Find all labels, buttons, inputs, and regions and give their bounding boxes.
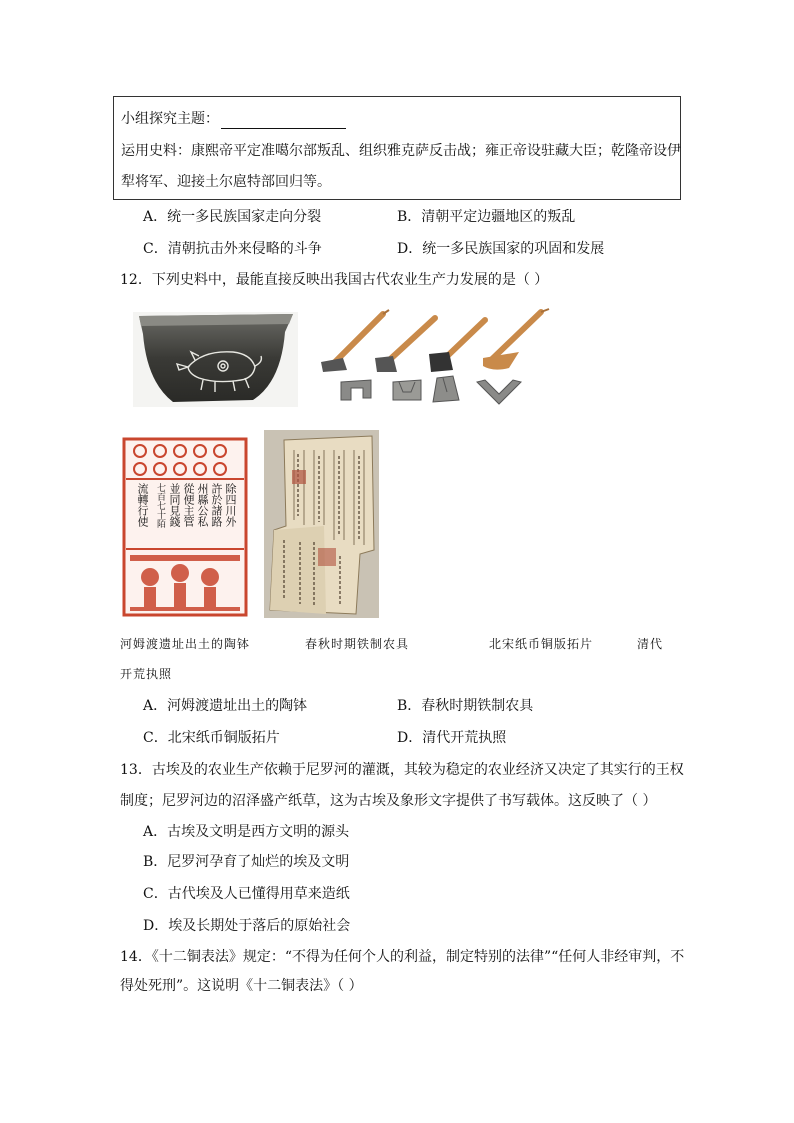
banknote-rubbing-image xyxy=(120,437,250,617)
q13-option-d[interactable]: D．埃及长期处于落后的原始社会 xyxy=(143,918,351,934)
q14-stem-line-2: 得处死刑”。这说明《十二铜表法》（ ） xyxy=(120,978,363,994)
q13-option-c[interactable]: C．古代埃及人已懂得用草来造纸 xyxy=(143,886,350,902)
note-column-2: 許於諸路 xyxy=(210,483,223,527)
note-column-3: 州縣公私 xyxy=(196,483,209,527)
theme-label: 小组探究主题： xyxy=(121,111,219,127)
materials-line-2: 犁将军、迎接土尔扈特部回归等。 xyxy=(121,174,331,190)
iron-tools-graphic xyxy=(313,306,558,408)
note-column-7: 流轉行使 xyxy=(136,483,149,527)
q11-option-d[interactable]: D．统一多民族国家的巩固和发展 xyxy=(397,241,605,257)
caption-pottery: 河姆渡遗址出土的陶钵 xyxy=(120,637,251,651)
q14-stem-line-1: 14．《十二铜表法》规定：“不得为任何个人的利益，制定特别的法律”“任何人非经审判，不 xyxy=(120,949,685,965)
q13-option-a[interactable]: A．古埃及文明是西方文明的源头 xyxy=(143,824,350,840)
caption-license-part2: 开荒执照 xyxy=(120,667,173,681)
theme-row xyxy=(121,109,346,129)
q11-material-box xyxy=(113,96,681,200)
pottery-bowl-image xyxy=(133,312,298,407)
q13-stem-line-1: 13．古埃及的农业生产依赖于尼罗河的灌溉，其较为稳定的农业经济又决定了其实行的王权 xyxy=(120,762,684,778)
banknote-rubbing-graphic xyxy=(120,437,250,617)
q13-stem-line-2: 制度；尼罗河边的沼泽盛产纸草，这为古埃及象形文字提供了书写载体。这反映了（ ） xyxy=(120,793,657,809)
q12-option-c[interactable]: C．北宋纸币铜版拓片 xyxy=(143,730,280,746)
caption-banknote: 北宋纸币铜版拓片 xyxy=(489,637,594,651)
q11-option-a[interactable]: A．统一多民族国家走向分裂 xyxy=(143,209,322,225)
q12-option-d[interactable]: D．清代开荒执照 xyxy=(397,730,507,746)
note-column-1: 除四川外 xyxy=(224,483,237,527)
theme-blank xyxy=(221,114,346,129)
caption-iron-tools: 春秋时期铁制农具 xyxy=(305,637,410,651)
note-column-6: 七百七十陌 xyxy=(155,483,165,528)
q11-option-b[interactable]: B．清朝平定边疆地区的叛乱 xyxy=(397,209,576,225)
reclamation-license-graphic xyxy=(264,430,379,618)
pottery-bowl-graphic xyxy=(133,312,298,407)
q12-option-a[interactable]: A．河姆渡遗址出土的陶钵 xyxy=(143,698,308,714)
iron-tools-image xyxy=(313,306,558,408)
reclamation-license-image xyxy=(264,430,379,618)
q12-option-b[interactable]: B．春秋时期铁制农具 xyxy=(397,698,534,714)
materials-line-1: 运用史料：康熙帝平定准噶尔部叛乱、组织雅克萨反击战；雍正帝设驻藏大臣；乾隆帝设伊 xyxy=(121,143,681,159)
q11-option-c[interactable]: C．清朝抗击外来侵略的斗争 xyxy=(143,241,322,257)
q13-option-b[interactable]: B．尼罗河孕育了灿烂的埃及文明 xyxy=(143,854,350,870)
note-column-5: 並同見錢 xyxy=(168,483,181,527)
caption-license-part1: 清代 xyxy=(637,637,664,651)
note-column-4: 從便主管 xyxy=(182,483,195,527)
q12-stem: 12．下列史料中，最能直接反映出我国古代农业生产力发展的是（ ） xyxy=(120,272,549,288)
